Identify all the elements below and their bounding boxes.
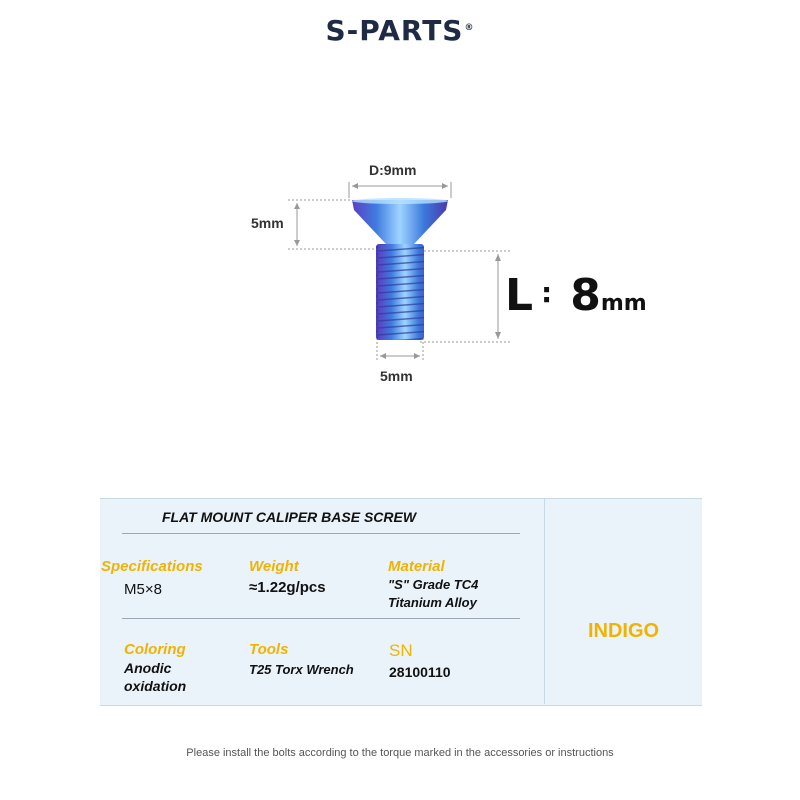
registered-mark: ® xyxy=(464,22,475,33)
length-unit: mm xyxy=(600,291,647,316)
title-underline xyxy=(122,533,520,534)
tools-label: Tools xyxy=(249,641,289,658)
material-label: Material xyxy=(388,558,445,575)
brand-name: S-PARTS xyxy=(325,14,464,47)
coloring-label: Coloring xyxy=(124,641,186,658)
screw-head xyxy=(352,200,448,244)
sn-label: SN xyxy=(389,641,413,660)
coloring-line-2: oxidation xyxy=(124,678,187,694)
length-colon: : xyxy=(541,276,553,309)
row-divider xyxy=(122,618,520,619)
weight-value: ≈1.22g/pcs xyxy=(249,579,326,596)
sn-value: 28100110 xyxy=(389,664,451,680)
head-height-label: 5mm xyxy=(251,215,284,231)
length-letter: L xyxy=(505,270,534,321)
footer-note: Please install the bolts according to the torque marked in the accessories or instructions xyxy=(186,747,614,759)
head-diameter-label: D:9mm xyxy=(369,162,417,178)
coloring-line-1: Anodic xyxy=(124,660,172,676)
weight-label: Weight xyxy=(249,558,299,575)
length-callout xyxy=(505,270,647,321)
spec-panel-divider xyxy=(544,498,545,704)
material-line-1: "S" Grade TC4 xyxy=(388,577,479,592)
thread-diameter-label: 5mm xyxy=(380,368,413,384)
color-name: INDIGO xyxy=(587,620,660,642)
specifications-label: Specifications xyxy=(101,558,203,575)
specifications-value: M5×8 xyxy=(124,581,162,598)
length-value: 8 xyxy=(570,270,601,321)
tools-value: T25 Torx Wrench xyxy=(249,662,354,677)
screw-shank xyxy=(376,244,424,340)
material-line-2: Titanium Alloy xyxy=(388,595,477,610)
product-title: FLAT MOUNT CALIPER BASE SCREW xyxy=(162,509,417,525)
